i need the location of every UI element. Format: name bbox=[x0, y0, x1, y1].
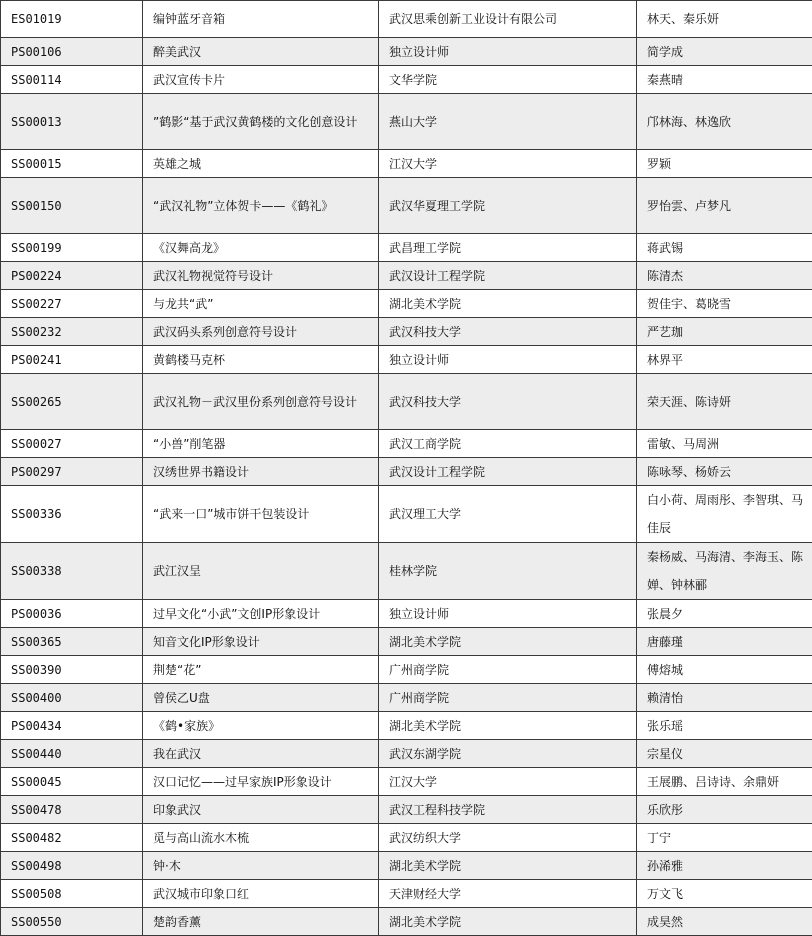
entry-organization: 武汉设计工程学院 bbox=[379, 458, 637, 486]
entry-title: 武汉宣传卡片 bbox=[143, 66, 379, 94]
table-row bbox=[1, 374, 812, 430]
entry-id: SS00336 bbox=[1, 486, 143, 543]
entry-id: PS00297 bbox=[1, 458, 143, 486]
entry-organization: 广州商学院 bbox=[379, 656, 637, 684]
entry-authors: 罗颖 bbox=[637, 150, 812, 178]
table-row bbox=[1, 290, 812, 318]
table-row bbox=[1, 543, 812, 600]
entry-authors: 秦燕晴 bbox=[637, 66, 812, 94]
entry-title: 编钟蓝牙音箱 bbox=[143, 1, 379, 38]
entry-id: SS00400 bbox=[1, 684, 143, 712]
entry-title: 知音文化IP形象设计 bbox=[143, 628, 379, 656]
entry-authors: 罗怡雲、卢梦凡 bbox=[637, 178, 812, 234]
table-row bbox=[1, 430, 812, 458]
table-row bbox=[1, 178, 812, 234]
entry-authors: 张晨夕 bbox=[637, 600, 812, 628]
entry-authors: 孙浠雅 bbox=[637, 852, 812, 880]
entry-authors: 乐欣彤 bbox=[637, 796, 812, 824]
entry-authors: 白小荷、周雨彤、李智琪、马佳辰 bbox=[637, 486, 812, 543]
entry-organization: 江汉大学 bbox=[379, 150, 637, 178]
table-row bbox=[1, 66, 812, 94]
entry-title: 汉绣世界书籍设计 bbox=[143, 458, 379, 486]
entry-title: 黄鹤楼马克杯 bbox=[143, 346, 379, 374]
entry-organization: 湖北美术学院 bbox=[379, 712, 637, 740]
table-row bbox=[1, 908, 812, 936]
entry-id: SS00114 bbox=[1, 66, 143, 94]
entry-title: 醉美武汉 bbox=[143, 38, 379, 66]
entry-authors: 唐藤瑾 bbox=[637, 628, 812, 656]
entry-id: SS00227 bbox=[1, 290, 143, 318]
entry-title: “武来一口”城市饼干包装设计 bbox=[143, 486, 379, 543]
entry-id: SS00390 bbox=[1, 656, 143, 684]
entry-id: SS00365 bbox=[1, 628, 143, 656]
entry-title: 武汉礼物视觉符号设计 bbox=[143, 262, 379, 290]
entry-title: 曾侯乙U盘 bbox=[143, 684, 379, 712]
table-row bbox=[1, 740, 812, 768]
table-row bbox=[1, 656, 812, 684]
entry-id: SS00027 bbox=[1, 430, 143, 458]
entry-authors: 林界平 bbox=[637, 346, 812, 374]
table-row bbox=[1, 150, 812, 178]
entry-organization: 武汉理工大学 bbox=[379, 486, 637, 543]
entry-title: “武汉礼物”立体贺卡——《鹤礼》 bbox=[143, 178, 379, 234]
table-row bbox=[1, 796, 812, 824]
entry-organization: 独立设计师 bbox=[379, 600, 637, 628]
entry-organization: 武汉东湖学院 bbox=[379, 740, 637, 768]
table-row bbox=[1, 600, 812, 628]
entry-authors: 荣天涯、陈诗妍 bbox=[637, 374, 812, 430]
entry-id: SS00013 bbox=[1, 94, 143, 150]
entry-title: 武汉码头系列创意符号设计 bbox=[143, 318, 379, 346]
entry-organization: 湖北美术学院 bbox=[379, 628, 637, 656]
entry-id: SS00498 bbox=[1, 852, 143, 880]
entry-organization: 广州商学院 bbox=[379, 684, 637, 712]
entry-id: PS00106 bbox=[1, 38, 143, 66]
table-row bbox=[1, 94, 812, 150]
entry-title: 与龙共“武” bbox=[143, 290, 379, 318]
entry-authors: 简学成 bbox=[637, 38, 812, 66]
entry-organization: 武汉设计工程学院 bbox=[379, 262, 637, 290]
table-row bbox=[1, 712, 812, 740]
entry-id: SS00199 bbox=[1, 234, 143, 262]
entry-id: SS00015 bbox=[1, 150, 143, 178]
entry-authors: 邝林海、林逸欣 bbox=[637, 94, 812, 150]
entry-id: ES01019 bbox=[1, 1, 143, 38]
entry-title: 觅与高山流水木梳 bbox=[143, 824, 379, 852]
table-row bbox=[1, 38, 812, 66]
entry-organization: 桂林学院 bbox=[379, 543, 637, 600]
entry-authors: 雷敏、马周洲 bbox=[637, 430, 812, 458]
entry-title: ”鹤影“基于武汉黄鹤楼的文化创意设计 bbox=[143, 94, 379, 150]
entry-title: 武江汉呈 bbox=[143, 543, 379, 600]
entry-title: 钟·木 bbox=[143, 852, 379, 880]
entry-id: SS00508 bbox=[1, 880, 143, 908]
entry-authors: 成昊然 bbox=[637, 908, 812, 936]
entry-organization: 江汉大学 bbox=[379, 768, 637, 796]
entry-id: SS00482 bbox=[1, 824, 143, 852]
entry-authors: 蒋武锡 bbox=[637, 234, 812, 262]
entry-organization: 文华学院 bbox=[379, 66, 637, 94]
entry-title: 印象武汉 bbox=[143, 796, 379, 824]
entry-authors: 严艺珈 bbox=[637, 318, 812, 346]
entry-organization: 武汉科技大学 bbox=[379, 374, 637, 430]
entry-organization: 独立设计师 bbox=[379, 38, 637, 66]
entry-organization: 武汉科技大学 bbox=[379, 318, 637, 346]
table-row bbox=[1, 234, 812, 262]
entry-organization: 湖北美术学院 bbox=[379, 852, 637, 880]
entry-authors: 林天、秦乐妍 bbox=[637, 1, 812, 38]
entry-id: PS00241 bbox=[1, 346, 143, 374]
entry-title: 荆楚“花” bbox=[143, 656, 379, 684]
entry-title: 汉口记忆——过早家族IP形象设计 bbox=[143, 768, 379, 796]
entry-title: 武汉礼物－武汉里份系列创意符号设计 bbox=[143, 374, 379, 430]
entry-title: 武汉城市印象口红 bbox=[143, 880, 379, 908]
entry-title: 过早文化“小武”文创IP形象设计 bbox=[143, 600, 379, 628]
entry-authors: 万文飞 bbox=[637, 880, 812, 908]
entry-id: SS00550 bbox=[1, 908, 143, 936]
entry-organization: 武汉纺织大学 bbox=[379, 824, 637, 852]
entry-authors: 宗星仪 bbox=[637, 740, 812, 768]
entry-title: 我在武汉 bbox=[143, 740, 379, 768]
table-row bbox=[1, 768, 812, 796]
entry-id: SS00045 bbox=[1, 768, 143, 796]
entry-id: PS00036 bbox=[1, 600, 143, 628]
entry-id: PS00224 bbox=[1, 262, 143, 290]
entry-title: “小兽”削笔器 bbox=[143, 430, 379, 458]
entry-id: SS00478 bbox=[1, 796, 143, 824]
table-row bbox=[1, 684, 812, 712]
entry-organization: 独立设计师 bbox=[379, 346, 637, 374]
entry-id: SS00338 bbox=[1, 543, 143, 600]
table-row bbox=[1, 880, 812, 908]
entry-authors: 赖清怡 bbox=[637, 684, 812, 712]
entry-organization: 武汉工程科技学院 bbox=[379, 796, 637, 824]
entry-organization: 燕山大学 bbox=[379, 94, 637, 150]
entry-authors: 张乐瑶 bbox=[637, 712, 812, 740]
entry-organization: 天津财经大学 bbox=[379, 880, 637, 908]
table-row bbox=[1, 458, 812, 486]
entry-organization: 武汉思乘创新工业设计有限公司 bbox=[379, 1, 637, 38]
entry-title: 楚韵香薰 bbox=[143, 908, 379, 936]
table-row bbox=[1, 1, 812, 38]
entry-title: 《汉舞高龙》 bbox=[143, 234, 379, 262]
entry-authors: 陈清杰 bbox=[637, 262, 812, 290]
entry-authors: 王展鹏、吕诗诗、余鼎妍 bbox=[637, 768, 812, 796]
entry-authors: 傅熔城 bbox=[637, 656, 812, 684]
table-row bbox=[1, 628, 812, 656]
entry-authors: 陈咏琴、杨娇云 bbox=[637, 458, 812, 486]
entry-authors: 丁宁 bbox=[637, 824, 812, 852]
entry-authors: 贺佳宇、葛晓雪 bbox=[637, 290, 812, 318]
entry-organization: 武汉工商学院 bbox=[379, 430, 637, 458]
entry-id: SS00150 bbox=[1, 178, 143, 234]
entry-organization: 湖北美术学院 bbox=[379, 290, 637, 318]
entry-id: SS00440 bbox=[1, 740, 143, 768]
table-row bbox=[1, 824, 812, 852]
table-row bbox=[1, 262, 812, 290]
entry-organization: 武昌理工学院 bbox=[379, 234, 637, 262]
entry-id: PS00434 bbox=[1, 712, 143, 740]
entry-title: 英雄之城 bbox=[143, 150, 379, 178]
entry-title: 《鹤•家族》 bbox=[143, 712, 379, 740]
entry-id: SS00265 bbox=[1, 374, 143, 430]
entry-id: SS00232 bbox=[1, 318, 143, 346]
entry-organization: 湖北美术学院 bbox=[379, 908, 637, 936]
entry-authors: 秦杨威、马海清、李海玉、陈婵、钟林郦 bbox=[637, 543, 812, 600]
table-row bbox=[1, 318, 812, 346]
table-row bbox=[1, 346, 812, 374]
table-row bbox=[1, 486, 812, 543]
entry-organization: 武汉华夏理工学院 bbox=[379, 178, 637, 234]
table-row bbox=[1, 852, 812, 880]
